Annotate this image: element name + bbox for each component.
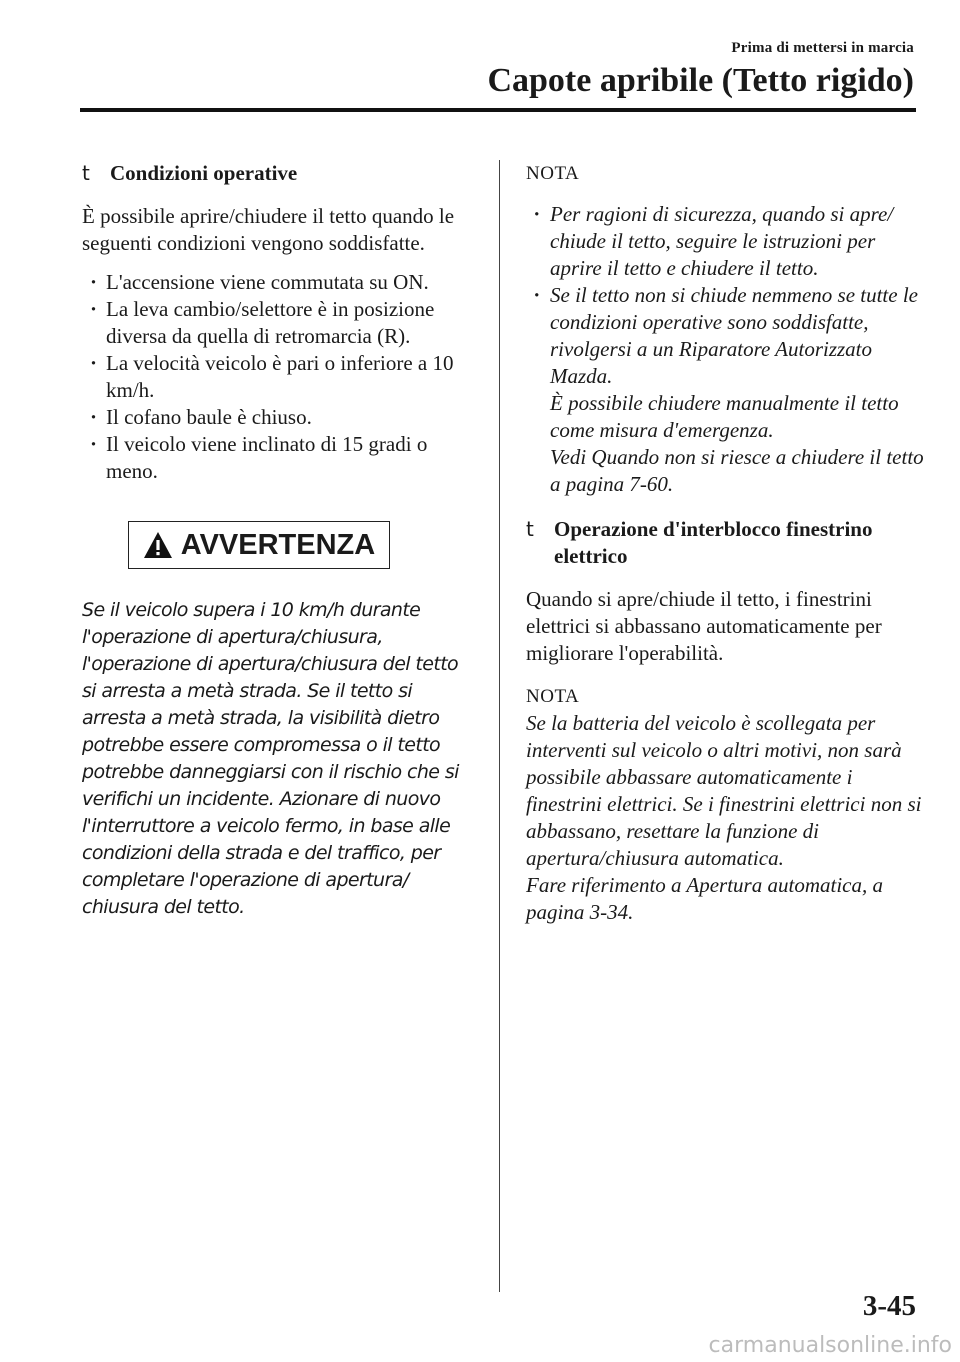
heading-window-interlock [526, 516, 924, 570]
section-title: Capote apribile (Tetto rigido) [487, 62, 914, 99]
column-divider [499, 160, 500, 1292]
right-column [526, 160, 924, 926]
note-text: Se la batteria del veicolo è scollegata per interventi sul veicolo o altri motivi, non sarà possibile abbassare automaticamente i finestrini elettrici. Se i finestrini elettrici non si abbassano, resettare la funzione di apertura/chiusura automatica. [526, 711, 922, 870]
header-rule [80, 108, 916, 112]
list-item: · Se il tetto non si chiude nemmeno se tutte le condizioni operative sono soddisfatte, rivolgersi a un Riparatore Autorizzato Mazda. È possibile chiudere manualmente il tetto come misura d'emergenza. Vedi Quando non si riesce a chiudere il tetto a pagina 7-60. [534, 283, 924, 496]
heading-operating-conditions [82, 160, 472, 187]
list-item: · Il veicolo viene inclinato di 15 gradi o meno. [90, 432, 428, 483]
note-label: NOTA [526, 686, 580, 707]
watermark: carmanualsonline.info [708, 1333, 952, 1358]
bullet-icon: · [90, 405, 98, 429]
note-text: Fare riferimento a Apertura automatica, a pagina 3-34. [526, 873, 883, 924]
heading-text: Operazione d'interblocco finestrino elettrico [554, 517, 873, 568]
bullet-icon: · [534, 202, 540, 226]
note-label: NOTA [526, 163, 580, 184]
heading-text: Condizioni operative [110, 161, 298, 185]
intro-paragraph: È possibile aprire/chiudere il tetto quando le seguenti condizioni vengono soddisfatte. [82, 204, 455, 255]
chapter-label: Prima di mettersi in marcia [731, 40, 914, 56]
note-extra-line: Vedi Quando non si riesce a chiudere il tetto a pagina 7-60. [550, 445, 924, 496]
bullet-icon: · [534, 283, 540, 307]
warning-label: AVVERTENZA [180, 528, 376, 561]
warning-label-box [128, 521, 390, 569]
list-item: · Il cofano baule è chiuso. [90, 405, 312, 429]
page-number: 3-45 [862, 1290, 916, 1322]
page-header [487, 40, 914, 99]
interlock-paragraph: Quando si apre/chiude il tetto, i finestrini elettrici si abbassano automaticamente per migliorare l'operabilità. [526, 587, 882, 665]
bullet-icon: · [90, 270, 98, 294]
left-column [82, 160, 472, 921]
warning-triangle-icon [143, 531, 173, 559]
section-marker-icon: t [82, 161, 90, 185]
section-marker-icon: t [526, 517, 534, 541]
bullet-icon: · [90, 432, 98, 456]
bullet-icon: · [90, 351, 98, 375]
note-extra-line: È possibile chiudere manualmente il tetto come misura d'emergenza. [550, 391, 899, 442]
note-list [526, 201, 924, 498]
bullet-icon: · [90, 297, 98, 321]
list-item: · La leva cambio/selettore è in posizione diversa da quella di retromarcia (R). [90, 297, 435, 348]
conditions-list [82, 269, 472, 485]
warning-text: Se il veicolo supera i 10 km/h durante l'operazione di apertura/chiusura, l'operazione di apertura/chiusura del tetto si arresta a metà strada. Se il tetto si arresta a metà strada, la visibilità dietro potrebbe essere compromessa o il tetto potrebbe danneggiarsi con il rischio che si verifichi un incidente. Azionare di nuovo l'interruttore a veicolo fermo, in base alle condizioni della strada e del traffico, per completare l'operazione di apertura/ chiusura del tetto. [82, 599, 459, 918]
list-item: · La velocità veicolo è pari o inferiore a 10 km/h. [90, 351, 454, 402]
list-item: · Per ragioni di sicurezza, quando si apre/ chiude il tetto, seguire le istruzioni per aprire il tetto e chiudere il tetto. [534, 202, 894, 280]
list-item: · L'accensione viene commutata su ON. [90, 270, 429, 294]
